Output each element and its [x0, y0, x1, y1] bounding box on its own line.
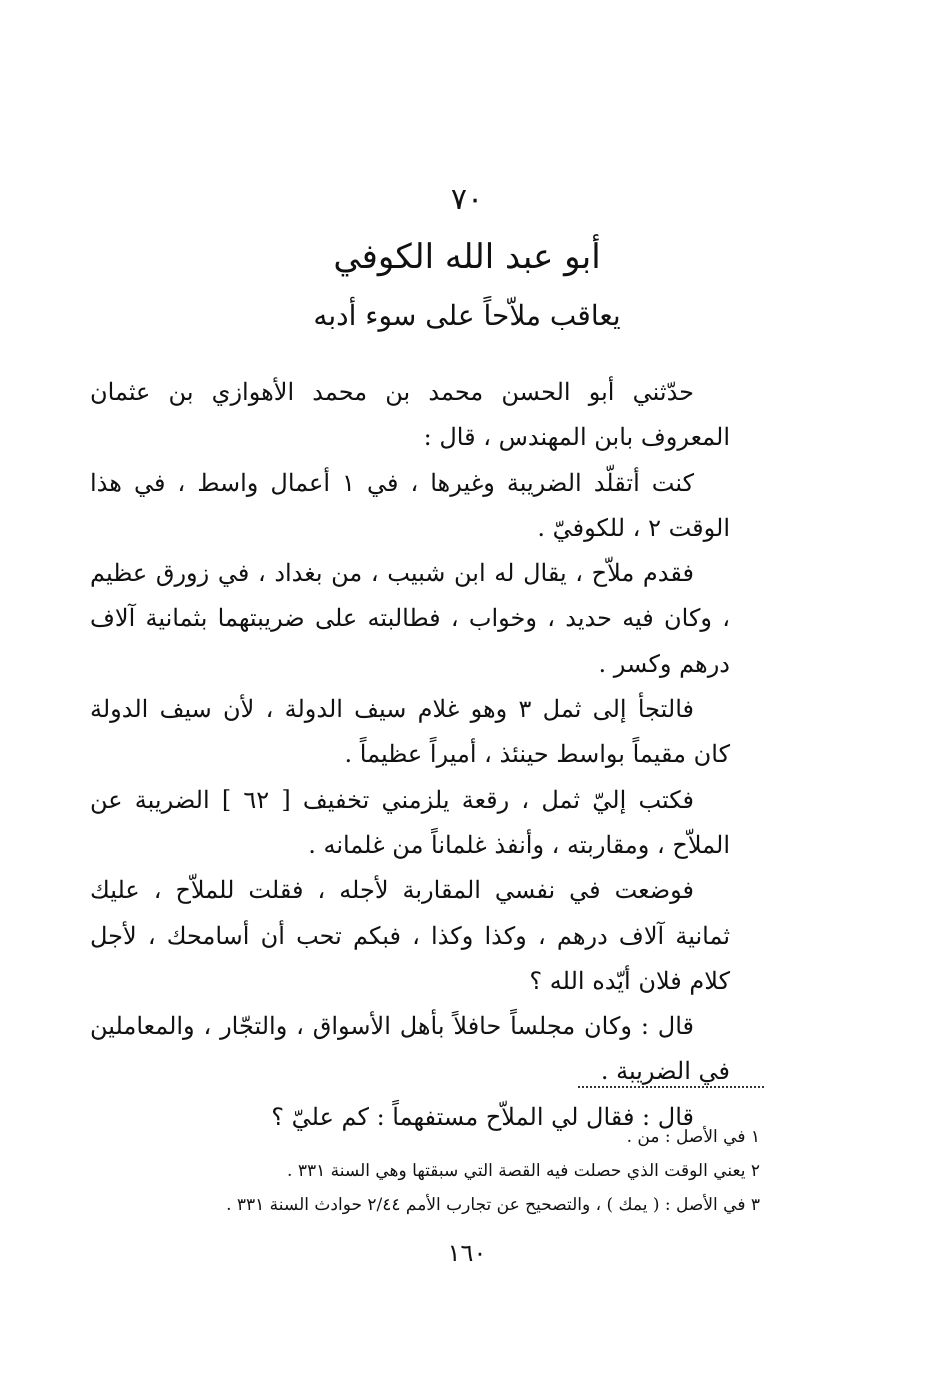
paragraph: كنت أتقلّد الضريبة وغيرها ، في ١ أعمال واسط ، في هذا الوقت ٢ ، للكوفيّ .: [90, 468, 730, 542]
page-number: ١٦٠: [447, 1239, 487, 1267]
paragraph: فقدم ملاّح ، يقال له ابن شبيب ، من بغداد ، في زورق عظيم ، وكان فيه حديد ، وخواب ، فطالبته على ضريبتهما بثمانية آلاف درهم وكسر .: [90, 559, 730, 678]
story-title: أبو عبد الله الكوفي: [333, 237, 601, 277]
footnote: ١ في الأصل : من .: [626, 1127, 760, 1147]
footnotes: [120, 1120, 760, 1222]
paragraph: فوضعت في نفسي المقاربة لأجله ، فقلت للملاّح ، عليك ثمانية آلاف درهم ، وكذا وكذا ، فبكم تحب أن أسامحك ، لأجل كلام فلان أيّده الله ؟: [90, 876, 730, 995]
story-body: [90, 370, 730, 1140]
paragraph: فالتجأ إلى ثمل ٣ وهو غلام سيف الدولة ، لأن سيف الدولة كان مقيماً بواسط حينئذ ، أميراً عظيماً .: [90, 695, 730, 769]
footnote: ٢ يعني الوقت الذي حصلت فيه القصة التي سبقتها وهي السنة ٣٣١ .: [287, 1161, 760, 1181]
footnote: ٣ في الأصل : ( يمك ) ، والتصحيح عن تجارب الأمم ٢/٤٤ حوادث السنة ٣٣١ .: [226, 1195, 760, 1215]
paragraph: قال : فقال لي الملاّح مستفهماً : كم عليّ ؟: [271, 1102, 694, 1131]
paragraph: قال : وكان مجلساً حافلاً بأهل الأسواق ، والتجّار ، والمعاملين في الضريبة .: [90, 1012, 730, 1086]
paragraph: فكتب إليّ ثمل ، رقعة يلزمني تخفيف [ ٦٢ ] الضريبة عن الملاّح ، ومقاربته ، وأنفذ غلماناً من غلمانه .: [90, 785, 730, 859]
paragraph: حدّثني أبو الحسن محمد بن محمد الأهوازي بن عثمان المعروف بابن المهندس ، قال :: [90, 378, 730, 452]
footnote-divider: [578, 1086, 764, 1088]
story-number: ٧٠: [450, 182, 484, 217]
story-subtitle: يعاقب ملاّحاً على سوء أدبه: [313, 299, 621, 332]
